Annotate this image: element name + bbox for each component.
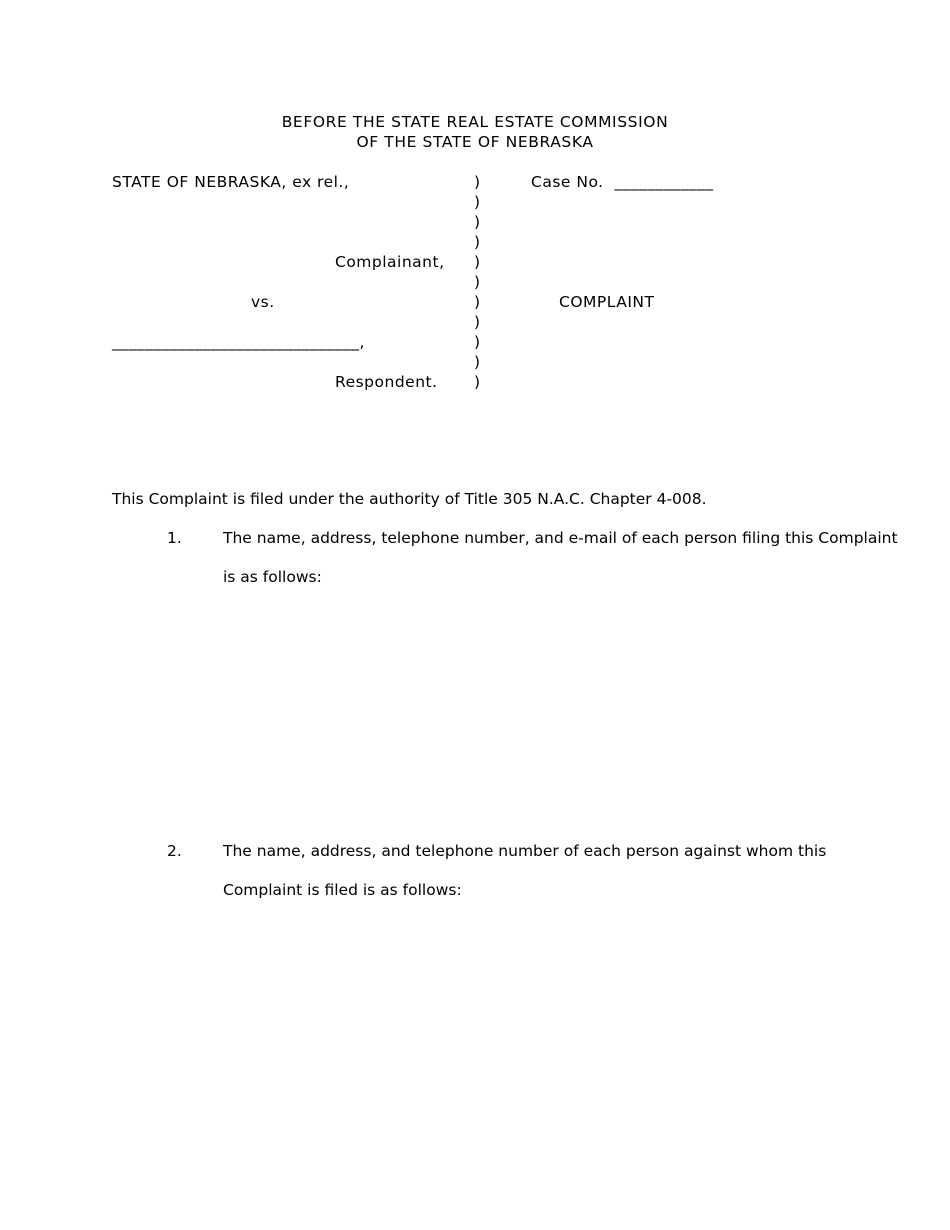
intro-paragraph: This Complaint is filed under the authority of Title 305 N.A.C. Chapter 4-008. bbox=[112, 490, 707, 508]
caption-paren: ) bbox=[474, 233, 481, 251]
caption-divider bbox=[474, 172, 486, 392]
case-number-field bbox=[531, 172, 713, 192]
case-number-label: Case No. bbox=[531, 173, 604, 191]
item-text-line: The name, address, telephone number, and e-mail of each person filing this Complaint bbox=[223, 529, 898, 547]
item-number: 2. bbox=[167, 842, 182, 860]
caption-paren: ) bbox=[474, 333, 481, 351]
caption-paren: ) bbox=[474, 253, 481, 271]
complainant-label: Complainant, bbox=[335, 253, 445, 271]
header-line-1: BEFORE THE STATE REAL ESTATE COMMISSION bbox=[281, 113, 669, 131]
plaintiff-name: STATE OF NEBRASKA, ex rel., bbox=[112, 173, 350, 191]
caption-paren: ) bbox=[474, 373, 481, 391]
case-number-blank[interactable]: ____________ bbox=[614, 173, 714, 191]
caption-paren: ) bbox=[474, 353, 481, 371]
versus-label: vs. bbox=[251, 293, 275, 311]
item-number: 1. bbox=[167, 529, 182, 547]
caption-paren: ) bbox=[474, 193, 481, 211]
caption-paren: ) bbox=[474, 273, 481, 291]
respondent-name-blank: ______________________________, bbox=[112, 333, 365, 351]
caption-paren: ) bbox=[474, 313, 481, 331]
caption-paren: ) bbox=[474, 173, 481, 191]
item-text-line: Complaint is filed is as follows: bbox=[223, 881, 462, 899]
document-title: COMPLAINT bbox=[559, 293, 655, 311]
caption-paren: ) bbox=[474, 213, 481, 231]
item-text-line: The name, address, and telephone number of each person against whom this bbox=[223, 842, 827, 860]
header-line-2: OF THE STATE OF NEBRASKA bbox=[356, 133, 594, 151]
item-text-line: is as follows: bbox=[223, 568, 322, 586]
respondent-label: Respondent. bbox=[335, 373, 438, 391]
caption-paren: ) bbox=[474, 293, 481, 311]
